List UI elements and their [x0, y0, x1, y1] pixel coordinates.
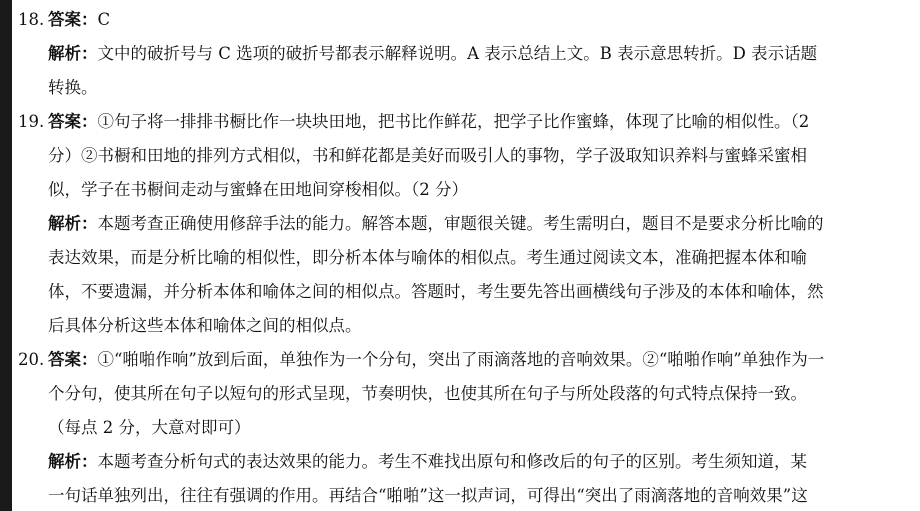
- question-number: 18.: [18, 10, 45, 29]
- analysis-text: 体，不要遗漏，并分析本体和喻体之间的相似点。答题时，考生要先答出画横线句子涉及的本体和喻体，然: [48, 282, 824, 301]
- question-number: 20.: [18, 350, 45, 369]
- answer-line: [18, 3, 902, 37]
- analysis-label: 解析：: [48, 452, 98, 471]
- answer-text: ①句子将一排排书橱比作一块块田地，把书比作鲜花，把学子比作蜜蜂，体现了比喻的相似性。（2: [97, 112, 810, 131]
- analysis-text: 本题考查正确使用修辞手法的能力。解答本题，审题很关键。考生需明白，题目不是要求分析比喻的: [97, 214, 824, 233]
- analysis-line: [18, 241, 902, 275]
- analysis-line: [18, 207, 902, 241]
- answer-text: 个分句，使其所在句子以短句的形式呈现，节奏明快，也使其所在句子与所处段落的句式特点保持一致。: [48, 384, 807, 403]
- answer-text: C: [97, 10, 111, 29]
- answer-label: 答案：: [48, 10, 98, 29]
- answer-line: [18, 411, 902, 445]
- analysis-line: [18, 275, 902, 309]
- answer-text: 似，学子在书橱间走动与蜜蜂在田地间穿梭相似。（2 分）: [48, 180, 468, 199]
- analysis-label: 解析：: [48, 44, 98, 63]
- answer-line: [18, 173, 902, 207]
- analysis-text: 表达效果，而是分析比喻的相似性，即分析本体与喻体的相似点。考生通过阅读文本，准确把握本体和喻: [48, 248, 807, 267]
- analysis-line: [18, 445, 902, 479]
- answer-text: ①“啪啪作响”放到后面，单独作为一个分句，突出了雨滴落地的音响效果。②“啪啪作响”单独作为一: [97, 350, 825, 369]
- analysis-text: 后具体分析这些本体和喻体之间的相似点。: [48, 316, 362, 335]
- question-number: 19.: [18, 112, 45, 131]
- analysis-line: [18, 479, 902, 511]
- analysis-text: 转换。: [48, 78, 98, 97]
- answer-label: 答案：: [48, 112, 98, 131]
- analysis-text: 本题考查分析句式的表达效果的能力。考生不难找出原句和修改后的句子的区别。考生须知道，某: [97, 452, 807, 471]
- analysis-text: 文中的破折号与 C 选项的破折号都表示解释说明。A 表示总结上文。B 表示意思转折。D 表示话题: [97, 44, 818, 63]
- analysis-line: [18, 309, 902, 343]
- answer-line: [18, 343, 902, 377]
- analysis-line: [18, 37, 902, 71]
- analysis-label: 解析：: [48, 214, 98, 233]
- analysis-text: 一句话单独列出，往往有强调的作用。再结合“啪啪”这一拟声词，可得出“突出了雨滴落地的音响效果”这: [48, 486, 808, 505]
- analysis-line: [18, 71, 902, 105]
- answer-line: [18, 377, 902, 411]
- answer-line: [18, 105, 902, 139]
- answer-label: 答案：: [48, 350, 98, 369]
- answer-list: [18, 3, 902, 511]
- answer-line: [18, 139, 902, 173]
- answer-text: 分）②书橱和田地的排列方式相似，书和鲜花都是美好而吸引人的事物，学子汲取知识养料与蜜蜂采蜜相: [48, 146, 807, 165]
- answer-text: （每点 2 分，大意对即可）: [48, 418, 251, 437]
- document-page: [12, 0, 920, 511]
